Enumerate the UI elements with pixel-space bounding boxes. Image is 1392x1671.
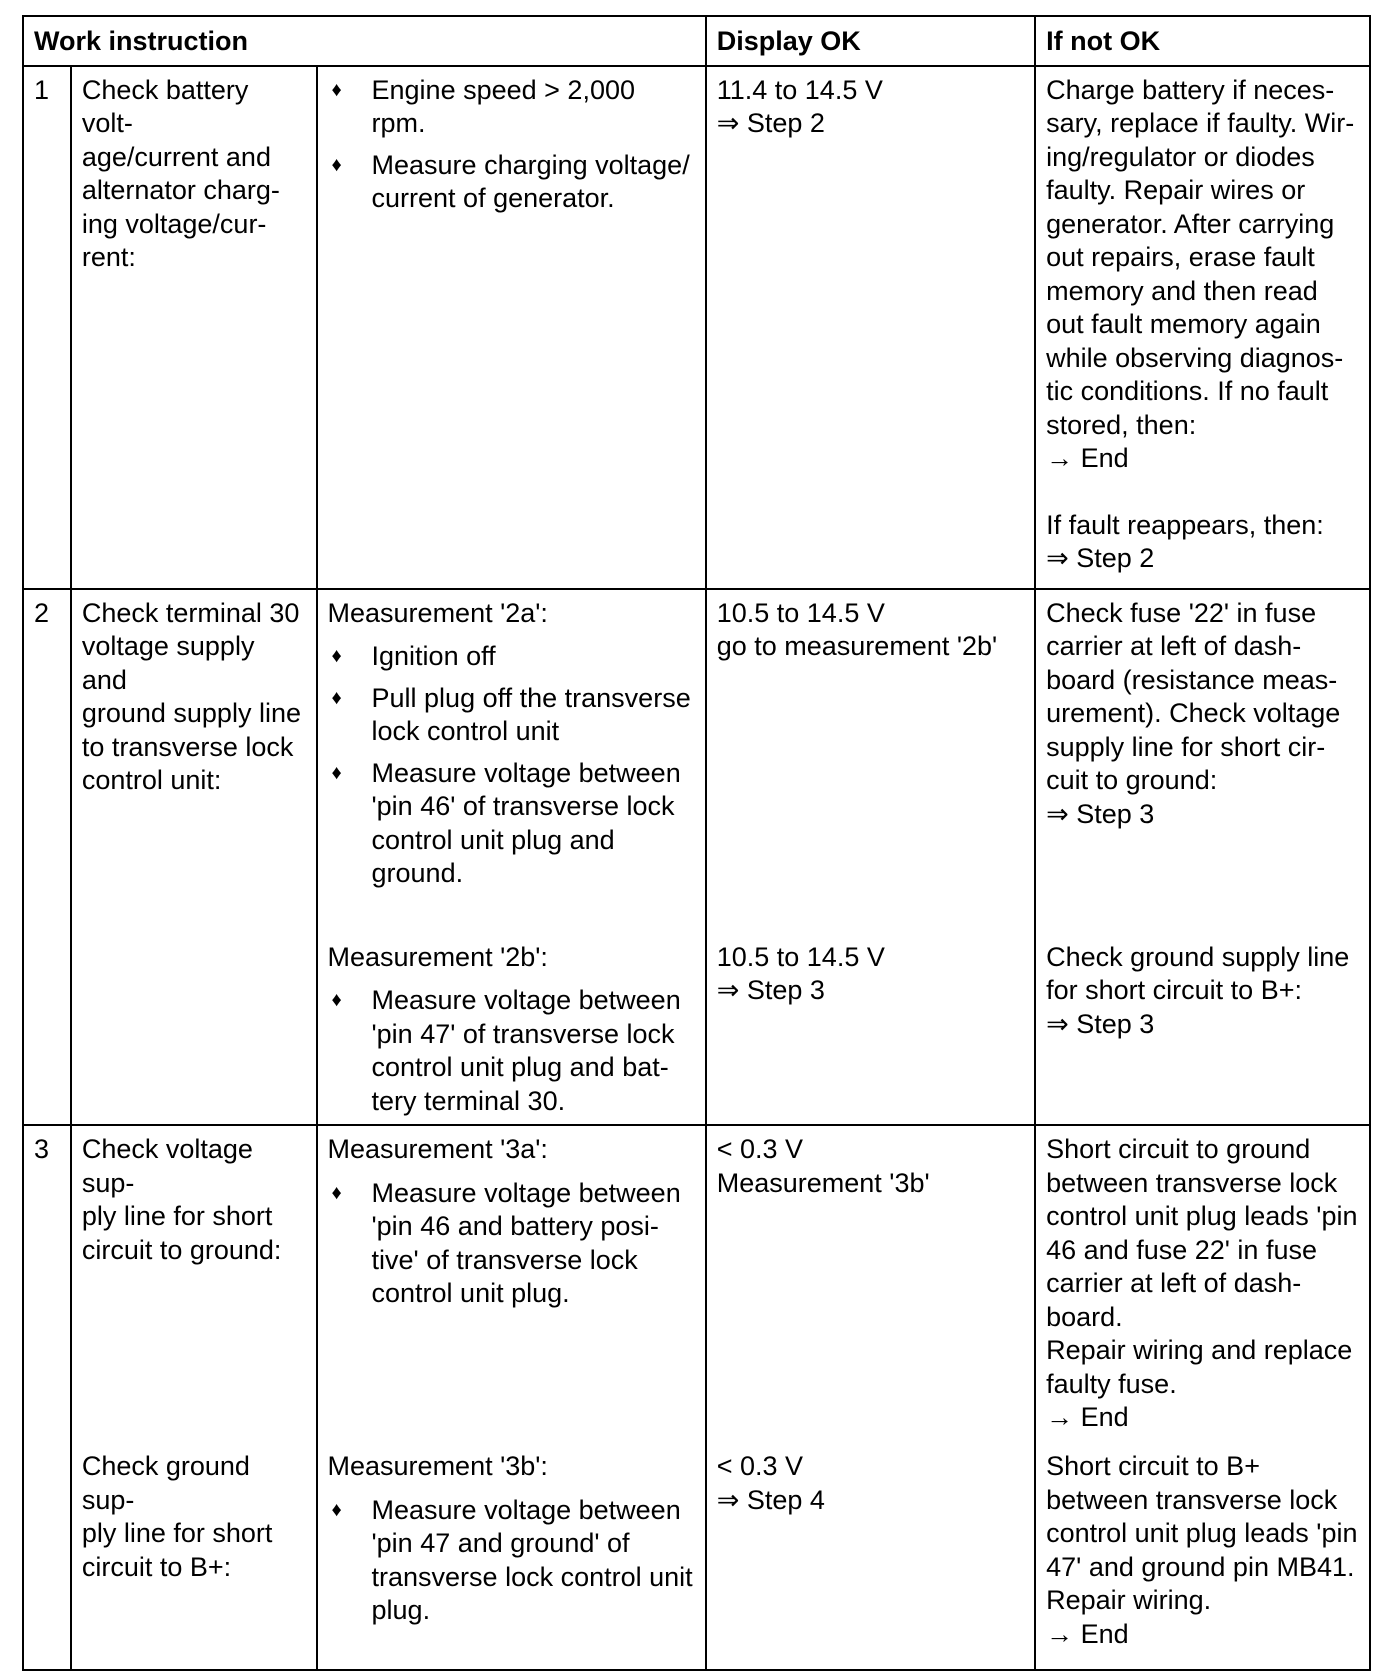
- bullet-icon: ♦: [331, 78, 342, 101]
- measurement-cell: [317, 1443, 706, 1670]
- text-line: age/current and: [81, 141, 271, 172]
- bullet-item: [328, 1177, 695, 1311]
- text-line: tic conditions. If no fault: [1046, 376, 1329, 406]
- display-ok-cell: [706, 934, 1035, 1126]
- text-line: between transverse lock: [1046, 1167, 1338, 1198]
- text-line: control unit plug.: [371, 1278, 570, 1308]
- table-row: [23, 1443, 1370, 1670]
- header-work-instruction: Work instruction: [23, 16, 706, 66]
- text-line: Charge battery if neces-: [1046, 74, 1335, 105]
- text-line: ply line for short: [81, 1201, 273, 1231]
- bullet-icon: ♦: [331, 989, 342, 1011]
- header-display-ok: Display OK: [706, 16, 1035, 66]
- text-line: ing voltage/cur-: [81, 208, 267, 239]
- display-ok-cell: [706, 1443, 1035, 1670]
- text-line: tive' of transverse lock: [371, 1244, 638, 1275]
- text-line: out fault memory again: [1046, 309, 1321, 339]
- measurement-cell: [317, 934, 706, 1126]
- text-line: voltage supply and: [81, 631, 255, 695]
- text-line: ⇒ Step 2: [1046, 543, 1155, 573]
- measurement-cell: [317, 589, 706, 934]
- step-number: 1: [23, 66, 71, 589]
- measurement-heading: Measurement '2a':: [327, 597, 548, 628]
- text-line: Measure voltage between: [371, 1177, 681, 1208]
- text-line: Engine speed > 2,000: [371, 74, 635, 105]
- measurement-cell: [317, 1125, 706, 1443]
- text-line: < 0.3 V: [716, 1134, 804, 1164]
- if-not-ok-cell: [1035, 589, 1370, 934]
- bullet-item: [328, 984, 695, 1118]
- text-line: Check battery volt-: [81, 74, 249, 138]
- if-not-ok-cell: [1035, 1443, 1370, 1670]
- text-line: sary, replace if faulty. Wir-: [1046, 108, 1355, 138]
- header-if-not-ok: If not OK: [1035, 16, 1370, 66]
- text-line: ground supply line: [81, 698, 301, 728]
- text-line: 'pin 46' of transverse lock: [371, 791, 675, 821]
- text-line: for short circuit to B+:: [1046, 975, 1302, 1005]
- bullet-icon: ♦: [331, 645, 342, 667]
- text-line: 'pin 47' of transverse lock: [371, 1018, 675, 1049]
- text-line: ply line for short: [81, 1518, 273, 1548]
- check-description: [71, 589, 317, 1126]
- step-number: 3: [23, 1125, 71, 1670]
- text-line: 47' and ground pin MB41.: [1046, 1551, 1355, 1582]
- text-line: 'pin 46 and battery posi-: [371, 1211, 659, 1241]
- bullet-icon: ♦: [331, 1181, 342, 1204]
- text-line: between transverse lock: [1046, 1484, 1338, 1515]
- text-line: out repairs, erase fault: [1046, 242, 1315, 272]
- text-line: 10.5 to 14.5 V: [716, 941, 885, 972]
- text-line: → End: [1046, 1402, 1129, 1432]
- text-line: plug.: [371, 1595, 431, 1625]
- if-not-ok-cell: [1035, 934, 1370, 1126]
- text-line: ⇒ Step 3: [1046, 1008, 1155, 1039]
- text-line: Measure voltage between: [371, 985, 681, 1015]
- text-line: If fault reappears, then:: [1046, 509, 1324, 540]
- text-line: Measure charging voltage/: [371, 149, 690, 180]
- text-line: ing/regulator or diodes: [1046, 141, 1315, 172]
- text-line: transverse lock control unit: [371, 1561, 693, 1592]
- text-line: rent:: [81, 242, 136, 272]
- text-line: tery terminal 30.: [371, 1085, 566, 1116]
- text-line: stored, then:: [1046, 409, 1197, 440]
- text-line: ground.: [371, 858, 464, 888]
- bullet-item: [328, 682, 695, 749]
- text-line: rpm.: [371, 108, 426, 138]
- text-line: → End: [1046, 1618, 1129, 1649]
- if-not-ok-cell: [1035, 66, 1370, 589]
- text-line: 46 and fuse 22' in fuse: [1046, 1234, 1317, 1265]
- bullet-icon: ♦: [331, 761, 342, 784]
- text-line: ⇒ Step 3: [1046, 798, 1155, 829]
- text-line: ⇒ Step 2: [716, 108, 825, 138]
- bullet-item: [328, 1494, 695, 1628]
- display-ok-cell: [706, 1125, 1035, 1443]
- display-ok-cell: [706, 589, 1035, 934]
- text-line: Ignition off: [371, 641, 496, 671]
- text-line: Short circuit to B+: [1046, 1451, 1260, 1481]
- check-description: [71, 1443, 317, 1670]
- text-line: board (resistance meas-: [1046, 664, 1338, 695]
- text-line: board.: [1046, 1301, 1123, 1332]
- text-line: control unit plug leads 'pin: [1046, 1518, 1358, 1548]
- text-line: 11.4 to 14.5 V: [716, 74, 883, 105]
- text-line: memory and then read: [1046, 275, 1318, 306]
- table-row: [23, 66, 1370, 589]
- text-line: Check ground supply line: [1046, 941, 1350, 972]
- text-line: supply line for short cir-: [1046, 731, 1326, 762]
- table-row: [23, 1125, 1370, 1443]
- text-line: Pull plug off the transverse: [371, 682, 691, 713]
- text-line: to transverse lock: [81, 731, 294, 762]
- text-line: Measure voltage between: [371, 1494, 681, 1525]
- text-line: circuit to B+:: [81, 1551, 232, 1582]
- step-number: 2: [23, 589, 71, 1126]
- text-line: generator. After carrying: [1046, 208, 1335, 239]
- text-line: < 0.3 V: [716, 1451, 804, 1481]
- text-line: control unit plug leads 'pin: [1046, 1201, 1358, 1231]
- text-line: Measurement '3b': [716, 1167, 930, 1198]
- text-line: control unit plug and: [371, 824, 615, 855]
- text-line: lock control unit: [371, 716, 560, 746]
- text-line: control unit plug and bat-: [371, 1052, 669, 1082]
- display-ok-cell: [706, 66, 1035, 589]
- text-line: 'pin 47 and ground' of: [371, 1528, 630, 1558]
- bullet-item: [328, 74, 695, 141]
- text-line: control unit:: [81, 765, 222, 795]
- text-line: carrier at left of dash-: [1046, 631, 1302, 661]
- if-not-ok-cell: [1035, 1125, 1370, 1443]
- text-line: Repair wiring and replace: [1046, 1335, 1353, 1365]
- text-line: urement). Check voltage: [1046, 698, 1341, 728]
- check-description: [71, 1125, 317, 1443]
- work-instruction-table: [22, 15, 1371, 1671]
- text-line: 10.5 to 14.5 V: [716, 597, 885, 628]
- text-line: Check fuse '22' in fuse: [1046, 597, 1317, 628]
- text-line: → End: [1046, 443, 1129, 473]
- text-line: alternator charg-: [81, 175, 280, 205]
- table-row: [23, 589, 1370, 934]
- check-description: [71, 66, 317, 589]
- text-line: Measure voltage between: [371, 757, 681, 788]
- text-line: ⇒ Step 4: [716, 1484, 825, 1515]
- table-header-row: [23, 16, 1370, 66]
- text-line: cuit to ground:: [1046, 765, 1218, 795]
- text-line: Check ground sup-: [81, 1451, 250, 1515]
- text-line: current of generator.: [371, 183, 615, 213]
- text-line: Repair wiring.: [1046, 1585, 1212, 1615]
- text-line: ⇒ Step 3: [716, 975, 825, 1005]
- text-line: Check voltage sup-: [81, 1134, 253, 1198]
- text-line: Short circuit to ground: [1046, 1134, 1311, 1164]
- bullet-item: [328, 640, 695, 674]
- text-line: while observing diagnos-: [1046, 342, 1344, 373]
- text-line: circuit to ground:: [81, 1234, 282, 1265]
- measurement-heading: Measurement '2b':: [327, 941, 548, 972]
- bullet-item: [328, 149, 695, 216]
- bullet-item: [328, 757, 695, 891]
- text-line: carrier at left of dash-: [1046, 1268, 1302, 1298]
- measurement-heading: Measurement '3b':: [327, 1451, 548, 1481]
- text-line: Check terminal 30: [81, 597, 300, 628]
- text-line: faulty. Repair wires or: [1046, 175, 1306, 205]
- measurement-cell: [317, 66, 706, 589]
- bullet-icon: ♦: [331, 686, 342, 709]
- bullet-icon: ♦: [331, 1498, 342, 1521]
- text-line: faulty fuse.: [1046, 1368, 1177, 1399]
- measurement-heading: Measurement '3a':: [327, 1134, 548, 1164]
- text-line: go to measurement '2b': [716, 631, 998, 661]
- bullet-icon: ♦: [331, 153, 342, 176]
